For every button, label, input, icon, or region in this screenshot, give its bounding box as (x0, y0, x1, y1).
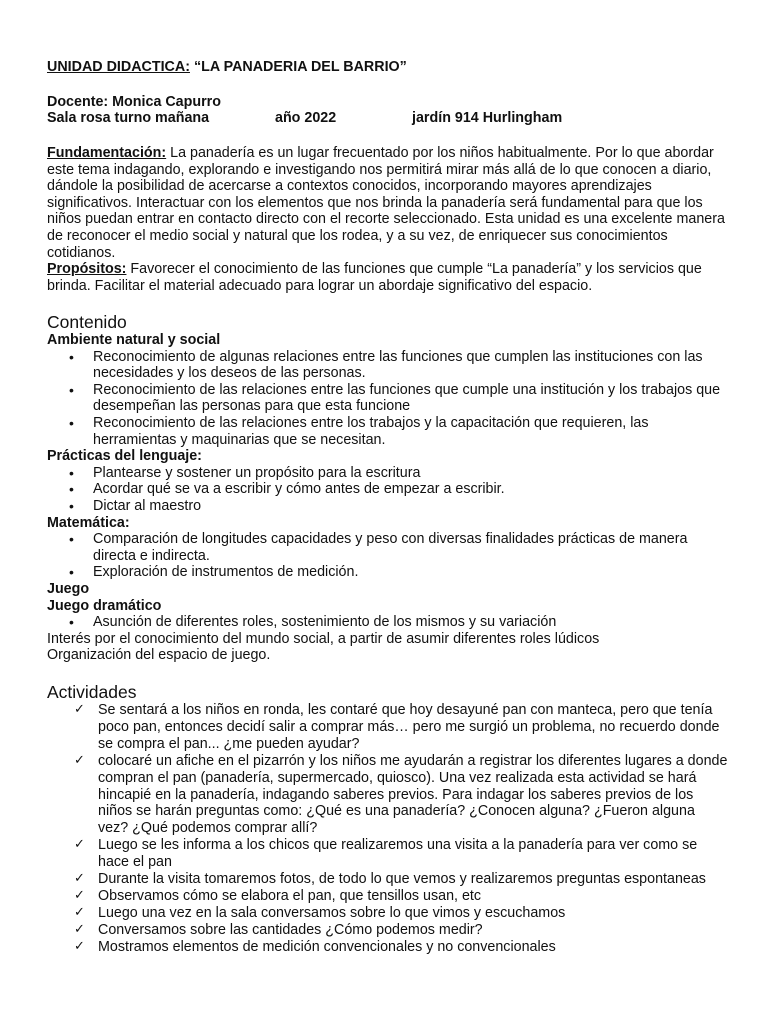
juego-line-2: Organización del espacio de juego. (47, 647, 271, 664)
list-item: • Asunción de diferentes roles, sostenimiento de los mismos y su variación (47, 614, 728, 631)
list-item: ✓ Mostramos elementos de medición convencionales y no convencionales (47, 939, 728, 956)
matematica-title: Matemática: (47, 514, 130, 531)
fundamentacion-paragraph (47, 145, 728, 261)
list-item: ✓ Observamos cómo se elabora el pan, que tensillos usan, etc (47, 888, 728, 905)
juego-dramatico-title: Juego dramático (47, 597, 162, 614)
list-item: ✓ Durante la visita tomaremos fotos, de todo lo que vemos y realizaremos preguntas espontaneas (47, 871, 728, 888)
list-item: ✓ Luego una vez en la sala conversamos sobre lo que vimos y escuchamos (47, 905, 728, 922)
fundamentacion-label: Fundamentación: (47, 145, 167, 161)
anio-text: año 2022 (275, 110, 337, 126)
fundamentacion-text: La panadería es un lugar frecuentado por los niños habitualmente. Por lo que abordar este tema indagando, explorando e investigando nos permitirá mirar más allá de lo que conocen a diario, dándole la posibilidad de acercarse a contextos conocidos, incorporando mayores aprendizajes significativos. Interactuar con los elementos que nos brinda la panadería será fundamental para que los niños puedan entrar en contacto directo con el recorte seleccionado. Esta unidad es una excelente manera de reconocer el medio social y natural que los rodea, y a su vez, de enriquecer sus conocimientos cotidianos. (47, 145, 725, 261)
list-item: • Reconocimiento de las relaciones entre los trabajos y la capacitación que requieren, las herramientas y maquinarias que se necesitan. (47, 415, 728, 448)
list-item: • Acordar qué se va a escribir y cómo antes de empezar a escribir. (47, 481, 728, 498)
jardin-text: jardín 914 Hurlingham (412, 110, 563, 126)
lenguaje-list (47, 465, 728, 515)
contenido-section (47, 312, 728, 664)
ambiente-list (47, 349, 728, 449)
ambiente-title: Ambiente natural y social (47, 332, 221, 348)
juego-line-1: Interés por el conocimiento del mundo social, a partir de asumir diferentes roles lúdicos (47, 630, 600, 647)
propositos-text: Favorecer el conocimiento de las funciones que cumple “La panadería” y los servicios que brinda. Facilitar el material adecuado para lograr un abordaje significativo del espacio. (47, 261, 702, 294)
juego-title: Juego (47, 580, 90, 597)
list-item: • Dictar al maestro (47, 498, 728, 515)
actividades-heading: Actividades (47, 682, 137, 702)
propositos-paragraph (47, 261, 728, 294)
list-item: • Reconocimiento de las relaciones entre las funciones que cumple una institución y los trabajos que desempeñan las personas para que esta funcione (47, 382, 728, 415)
list-item: ✓ colocaré un afiche en el pizarrón y los niños me ayudarán a registrar los diferentes lugares a donde compran el pan (panadería, supermercado, quiosco). Una vez realizada esta actividad se hará hincapié en la panadería, indagando saberes previos. Para indagar los saberes previos de los niños se harán preguntas como: ¿Qué es una panadería? ¿Conocen alguna? ¿Fueron alguna vez? ¿Qué podemos comprar allí? (47, 753, 728, 838)
propositos-label: Propósitos: (47, 261, 127, 278)
document-title (47, 59, 728, 76)
list-item: • Exploración de instrumentos de medición. (47, 564, 728, 581)
list-item: ✓ Conversamos sobre las cantidades ¿Cómo podemos medir? (47, 922, 728, 939)
actividades-section (47, 682, 728, 956)
title-label: UNIDAD DIDACTICA: (47, 59, 190, 75)
list-item: • Plantearse y sostener un propósito para la escritura (47, 465, 728, 482)
fundamentacion-section (47, 145, 728, 294)
matematica-list (47, 531, 728, 581)
title-value: “LA PANADERIA DEL BARRIO” (189, 59, 407, 75)
juego-list (47, 614, 728, 631)
docente-line: Docente: Monica Capurro (47, 94, 221, 110)
list-item: • Reconocimiento de algunas relaciones entre las funciones que cumplen las instituciones con las necesidades y los deseos de las personas. (47, 349, 728, 382)
contenido-heading: Contenido (47, 312, 127, 332)
sala-text: Sala rosa turno mañana (47, 110, 210, 126)
lenguaje-title: Prácticas del lenguaje: (47, 448, 202, 465)
sala-line (47, 110, 728, 127)
list-item: • Comparación de longitudes capacidades y peso con diversas finalidades prácticas de manera directa e indirecta. (47, 531, 728, 564)
list-item: ✓ Luego se les informa a los chicos que realizaremos una visita a la panadería para ver como se hace el pan (47, 837, 728, 871)
list-item: ✓ Se sentará a los niños en ronda, les contaré que hoy desayuné pan con manteca, pero que tenía poco pan, entonces decidí salir a comprar más… pero me surgió un problema, no recuerdo donde se compra el pan... ¿me pueden ayudar? (47, 702, 728, 753)
actividades-list (47, 702, 728, 956)
